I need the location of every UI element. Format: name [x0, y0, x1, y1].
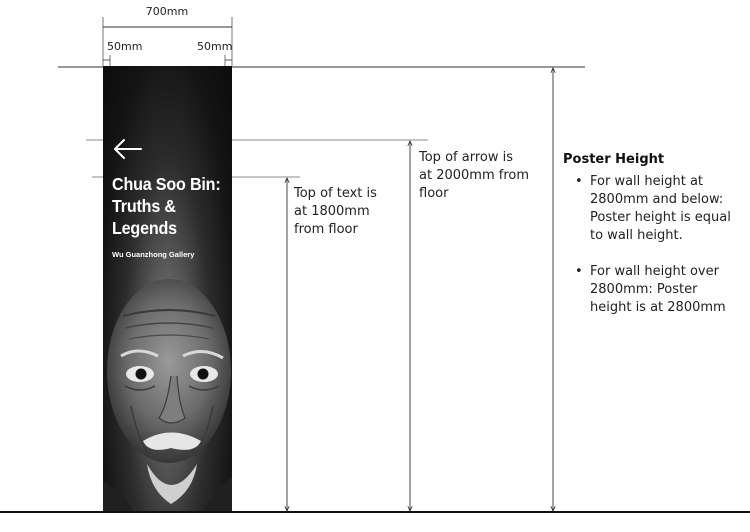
notes-title: Poster Height [563, 152, 665, 167]
note-item: • For wall height at 2800mm and below: Poster height is equal to wall height. [575, 174, 731, 243]
portrait-image [103, 276, 232, 511]
left-margin-label: 50mm [107, 40, 143, 53]
width-label: 700mm [145, 5, 189, 18]
poster-title: Chua Soo Bin: Truths & Legends [112, 174, 221, 238]
note-item-text: For wall height at 2800mm and below: Poster height is equal to wall height. [590, 174, 731, 243]
text-top-annotation: Top of text is at 1800mm from floor [294, 186, 377, 237]
note-item-text: For wall height over 2800mm: Poster height is at 2800mm [590, 264, 726, 315]
poster-height-notes [563, 151, 743, 335]
notes-list [563, 173, 743, 317]
poster-subtitle: Wu Guanzhong Gallery [112, 250, 195, 259]
right-margin-label: 50mm [197, 40, 233, 53]
left-arrow-icon [111, 138, 143, 160]
poster-preview [103, 66, 232, 511]
note-item: • For wall height over 2800mm: Poster height is at 2800mm [575, 264, 726, 315]
arrow-top-annotation: Top of arrow is at 2000mm from floor [419, 150, 529, 201]
